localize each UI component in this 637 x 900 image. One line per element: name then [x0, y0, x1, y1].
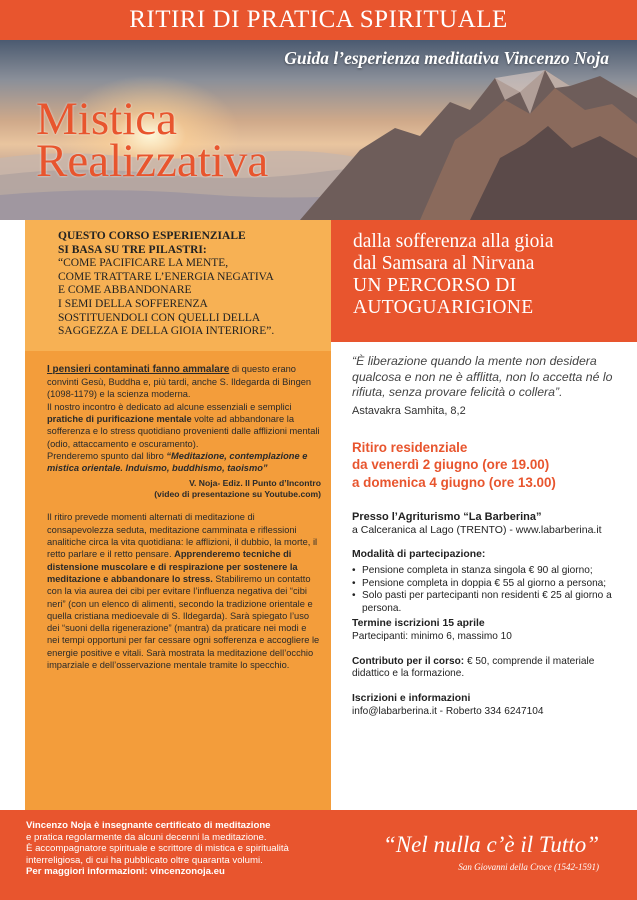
retreat-details-column — [331, 220, 637, 810]
list-item: • Solo pasti per partecipanti non residenti € 25 al giorno a persona. — [352, 590, 629, 616]
retreat-end: a domenica 4 giugno (ore 13.00) — [352, 474, 556, 490]
author-bio — [26, 820, 346, 878]
three-pillars-box — [25, 220, 331, 351]
main-title — [36, 93, 269, 187]
pillars-line-6: SAGGEZZA E DELLA GIOIA INTERIORE”. — [58, 325, 275, 338]
footer-band — [0, 810, 637, 900]
author-bio-line-2: È accompagnatore spirituale e scrittore di mistica e spiritualità interreligiosa, di cui ha pubblicato oltre quaranta volumi. — [26, 843, 289, 866]
paragraph-4-highlight: Apprenderemo tecniche di distensione muscolare e di respirazione per sostenere la meditazione e abbandonare lo stress. — [47, 549, 298, 584]
venue-name: Presso l’Agriturismo “La Barberina” — [352, 511, 542, 523]
headline-line-1: dalla sofferenza alla gioia — [353, 231, 554, 252]
hero-image — [0, 40, 637, 220]
headline-line-2: dal Samsara al Nirvana — [353, 253, 535, 274]
author-bio-line-1: e pratica regolarmente da alcuni decenni la meditazione. — [26, 831, 267, 843]
headline-line-4: AUTOGUARIGIONE — [353, 297, 534, 318]
course-description-column — [25, 220, 331, 810]
retreat-dates — [352, 439, 629, 492]
list-item: • Pensione completa in doppia € 55 al giorno a persona; — [352, 578, 629, 591]
participation-modes — [352, 549, 629, 644]
series-title: RITIRI DI PRATICA SPIRITUALE — [129, 6, 508, 33]
paragraph-contaminated-thoughts — [47, 363, 321, 401]
pillars-line-3: E COME ABBANDONARE — [58, 284, 192, 297]
course-fee — [352, 656, 629, 682]
more-info-link: Per maggiori informazioni: vincenzonoja.eu — [26, 866, 225, 878]
participants-limits: Partecipanti: minimo 6, massimo 10 — [352, 630, 512, 642]
book-publisher: V. Noja- Ediz. Il Punto d’Incontro — [189, 478, 321, 489]
participation-list — [352, 565, 629, 616]
author-bio-lead: Vincenzo Noja è insegnante certificato di meditazione — [26, 820, 271, 831]
venue-address: a Calceranica al Lago (TRENTO) - www.labarberina.it — [352, 524, 602, 536]
paragraph-4-text-a: Il ritiro prevede momenti alternati di meditazione di consapevolezza seduta, meditazione camminata e riflessioni analitiche circa la vita quotidiana: le afflizioni, il dubbio, la morte, il retto parlare e il retto pensare. — [47, 512, 318, 560]
quote-source: Astavakra Samhita, 8,2 — [352, 404, 466, 417]
contact-info — [352, 693, 629, 719]
quote-text: “È liberazione quando la mente non desidera qualcosa e non ne è afflitta, non lo accetta né lo rifiuta, senza provare felicità o collera”. — [352, 354, 613, 399]
paragraph-1-text: di questo erano convinti Gesù, Buddha e, più tardi, anche S. Ildegarda di Bingen (1098-1179) e la scienza moderna. — [47, 363, 312, 400]
paragraph-2-text-c: volte ad abbandonare la sofferenza e lo stress quotidiano provenienti dalle afflizioni mentali (odio, attaccamento e oscuramento). — [47, 413, 320, 449]
pillars-line-4: I SEMI DELLA SOFFERENZA — [58, 297, 208, 310]
main-title-line-2: Realizzativa — [36, 135, 269, 187]
contact-text: info@labarberina.it - Roberto 334 6247104 — [352, 705, 544, 717]
registration-deadline: Termine iscrizioni 15 aprile — [352, 617, 485, 629]
fee-text: € 50, comprende il materiale didattico e la formazione. — [352, 655, 595, 680]
retreat-info — [331, 342, 637, 810]
pillars-lead-1: QUESTO CORSO ESPERIENZIALE — [58, 230, 246, 242]
venue — [352, 511, 629, 537]
main-title-line-1: Mistica — [36, 93, 177, 145]
fee-label: Contributo per il corso: — [352, 655, 465, 667]
paragraph-2-text-a: Il nostro incontro è dedicato ad alcune essenziali e semplici — [47, 401, 292, 412]
book-reference — [47, 478, 321, 499]
paragraph-4-text-c: Stabiliremo un contatto con la via aurea dei cibi per evitare l’influenza negativa dei “cibi neri” (con un elenco di alimenti, secondo la tradizione orientale e quella cristiana medioevale di S. Ildegarda). Sarà spiegato l’uso dei “suoni della rigenerazione” (mantra) da praticare nei modi e nei tempi opportuni per far cessare ogni sofferenza e accogliere le energie positive e vitali. Sarà mostrata la meditazione dell’occhio imparziale e dell’osservazione mentale tramite lo specchio. — [47, 573, 320, 670]
retreat-type: Ritiro residenziale — [352, 439, 468, 455]
paragraph-2-highlight: pratiche di purificazione mentale — [47, 413, 192, 424]
pillars-line-2: COME TRATTARE L’ENERGIA NEGATIVA — [58, 270, 274, 283]
pillars-line-1: “COME PACIFICARE LA MENTE, — [58, 257, 229, 270]
video-note: (video di presentazione su Youtube.com) — [154, 488, 321, 499]
participation-title: Modalità di partecipazione: — [352, 549, 486, 560]
paragraph-retreat-program — [47, 511, 321, 671]
course-body-text — [25, 351, 331, 672]
guide-subtitle: Guida l’esperienza meditativa Vincenzo Noja — [284, 48, 609, 68]
contact-title: Iscrizioni e informazioni — [352, 693, 471, 705]
paragraph-1-heading: I pensieri contaminati fanno ammalare — [47, 363, 230, 375]
header-band — [0, 0, 637, 40]
pillars-line-5: SOSTITUENDOLI CON QUELLI DELLA — [58, 311, 261, 324]
paragraph-purification — [47, 401, 321, 475]
motto: “Nel nulla c’è il Tutto” — [383, 832, 599, 857]
pillars-lead-2: SI BASA SU TRE PILASTRI: — [58, 243, 207, 256]
paragraph-3-text-a: Prenderemo spunto dal libro — [47, 450, 167, 461]
path-headline-box — [331, 220, 637, 342]
headline-line-3: UN PERCORSO DI — [353, 275, 517, 296]
retreat-start: da venerdì 2 giugno (ore 19.00) — [352, 457, 550, 472]
book-title: “Meditazione, contemplazione e mistica orientale. Induismo, buddhismo, taoismo” — [47, 450, 308, 474]
motto-source: San Giovanni della Croce (1542-1591) — [458, 862, 599, 872]
list-item: • Pensione completa in stanza singola € 90 al giorno; — [352, 565, 629, 578]
